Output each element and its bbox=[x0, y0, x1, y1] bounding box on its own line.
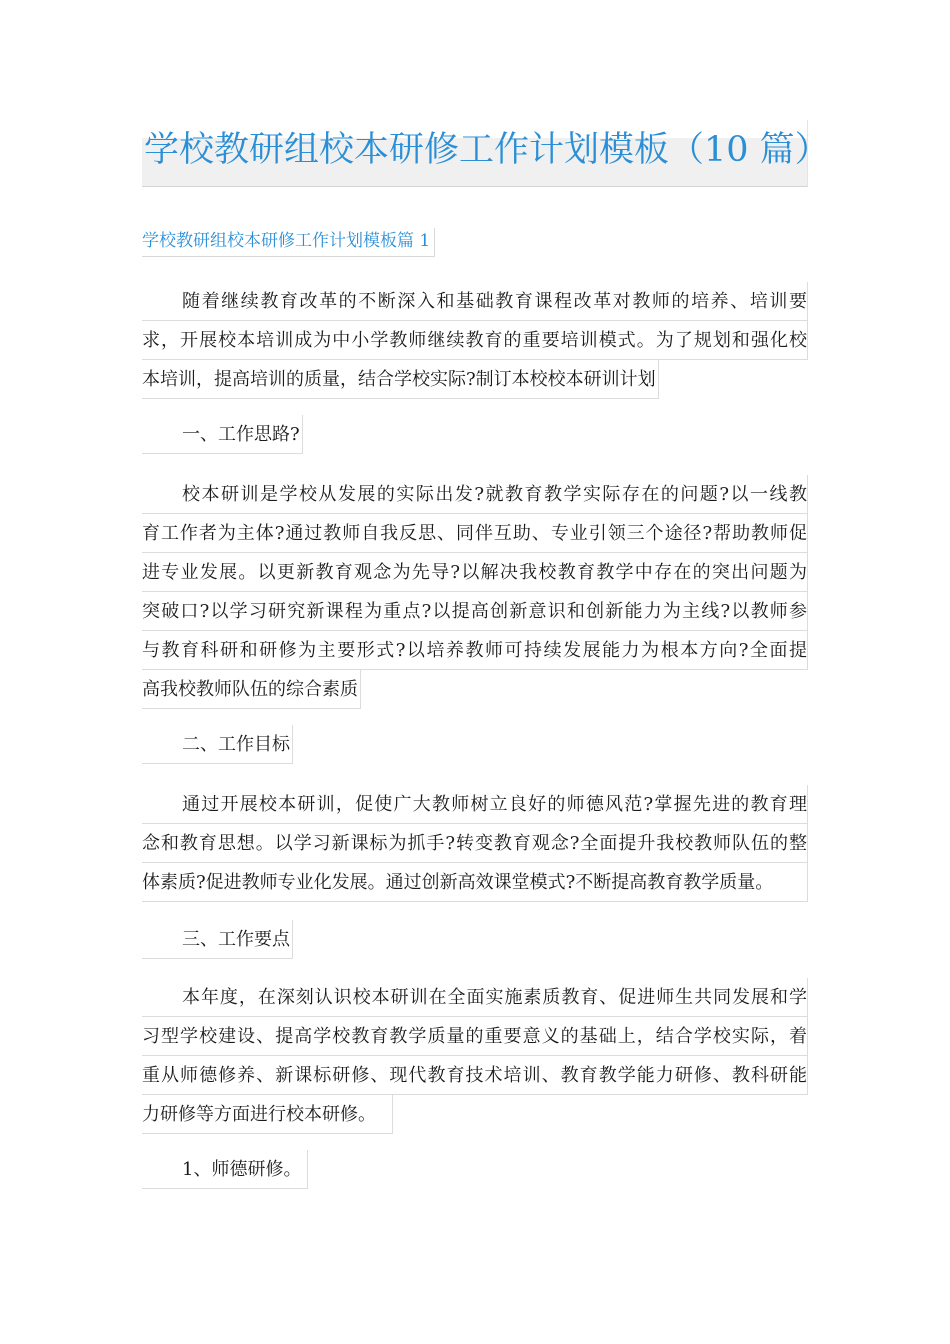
paragraph-line: 求，开展校本培训成为中小学教师继续教育的重要培训模式。为了规划和强化校 bbox=[142, 321, 808, 360]
section-2-paragraph bbox=[142, 785, 808, 902]
section-1-title-block bbox=[142, 415, 808, 454]
paragraph-line: 与教育科研和研修为主要形式?以培养教师可持续发展能力为根本方向?全面提 bbox=[142, 631, 808, 670]
paragraph-line: 习型学校建设、提高学校教育教学质量的重要意义的基础上，结合学校实际，着 bbox=[142, 1017, 808, 1056]
section-heading: 学校教研组校本研修工作计划模板篇 1 bbox=[142, 228, 435, 257]
section-2-title-block bbox=[142, 725, 808, 764]
paragraph-line: 随着继续教育改革的不断深入和基础教育课程改革对教师的培养、培训要 bbox=[142, 282, 808, 321]
paragraph-line: 突破口?以学习研究新课程为重点?以提高创新意识和创新能力为主线?以教师参 bbox=[142, 592, 808, 631]
document-title: 学校教研组校本研修工作计划模板（10 篇） bbox=[142, 120, 808, 187]
paragraph-line: 高我校教师队伍的综合素质 bbox=[142, 670, 361, 709]
paragraph-line: 本年度，在深刻认识校本研训在全面实施素质教育、促进师生共同发展和学 bbox=[142, 978, 808, 1017]
paragraph-line: 校本研训是学校从发展的实际出发?就教育教学实际存在的问题?以一线教 bbox=[142, 475, 808, 514]
item-1-title: 1、师德研修。 bbox=[142, 1150, 308, 1189]
section-2-title: 二、工作目标 bbox=[142, 725, 293, 764]
section-1-title: 一、工作思路? bbox=[142, 415, 303, 454]
intro-paragraph bbox=[142, 282, 808, 399]
paragraph-line: 重从师德修养、新课标研修、现代教育技术培训、教育教学能力研修、教科研能 bbox=[142, 1056, 808, 1095]
paragraph-line: 通过开展校本研训，促使广大教师树立良好的师德风范?掌握先进的教育理 bbox=[142, 785, 808, 824]
item-1-block bbox=[142, 1150, 808, 1189]
paragraph-line: 本培训，提高培训的质量，结合学校实际?制订本校校本研训计划 bbox=[142, 360, 659, 399]
paragraph-line: 体素质?促进教师专业化发展。通过创新高效课堂模式?不断提高教育教学质量。 bbox=[142, 863, 808, 902]
section-3-title-block bbox=[142, 920, 808, 959]
paragraph-line: 进专业发展。以更新教育观念为先导?以解决我校教育教学中存在的突出问题为 bbox=[142, 553, 808, 592]
section-1-paragraph bbox=[142, 475, 808, 709]
paragraph-line: 念和教育思想。以学习新课标为抓手?转变教育观念?全面提升我校教师队伍的整 bbox=[142, 824, 808, 863]
section-3-title: 三、工作要点 bbox=[142, 920, 293, 959]
paragraph-line: 育工作者为主体?通过教师自我反思、同伴互助、专业引领三个途径?帮助教师促 bbox=[142, 514, 808, 553]
section-3-paragraph bbox=[142, 978, 808, 1134]
paragraph-line: 力研修等方面进行校本研修。 bbox=[142, 1095, 393, 1134]
